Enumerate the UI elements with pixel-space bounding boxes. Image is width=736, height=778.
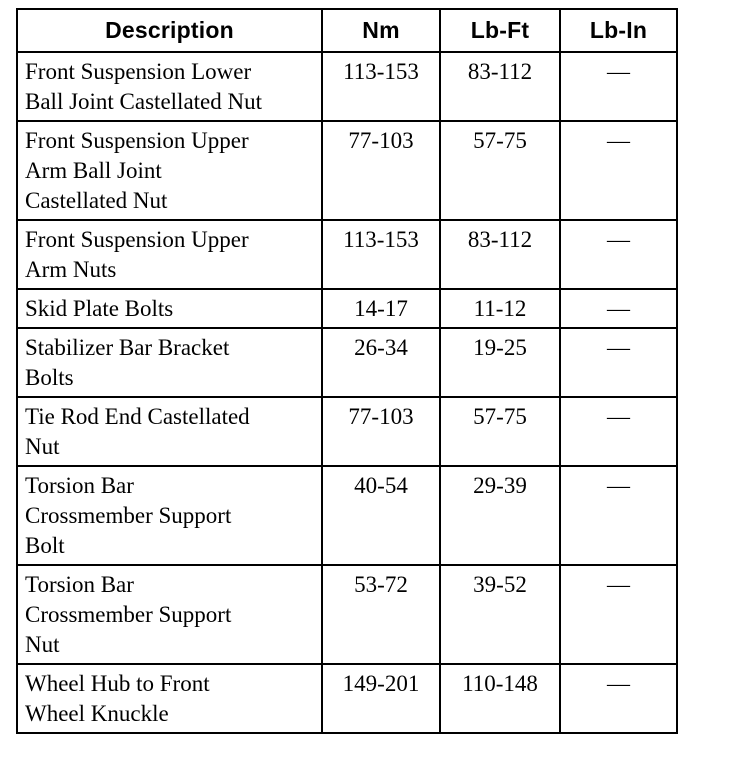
table-body [17, 52, 677, 733]
table-row [17, 52, 677, 121]
cell-lb-ft: 57-75 [440, 121, 560, 220]
cell-lb-in: — [560, 664, 677, 733]
cell-description: Wheel Hub to Front Wheel Knuckle [17, 664, 322, 733]
cell-nm: 77-103 [322, 397, 440, 466]
cell-lb-in: — [560, 52, 677, 121]
cell-nm: 113-153 [322, 220, 440, 289]
table-row [17, 565, 677, 664]
cell-nm: 14-17 [322, 289, 440, 328]
cell-description: Tie Rod End Castellated Nut [17, 397, 322, 466]
table-row [17, 328, 677, 397]
cell-nm: 149-201 [322, 664, 440, 733]
cell-lb-ft: 83-112 [440, 220, 560, 289]
cell-nm: 77-103 [322, 121, 440, 220]
cell-description: Front Suspension Lower Ball Joint Castellated Nut [17, 52, 322, 121]
column-header-description: Description [17, 9, 322, 52]
cell-nm: 40-54 [322, 466, 440, 565]
table-row [17, 397, 677, 466]
cell-description: Skid Plate Bolts [17, 289, 322, 328]
table-row [17, 220, 677, 289]
column-header-nm: Nm [322, 9, 440, 52]
cell-lb-ft: 39-52 [440, 565, 560, 664]
cell-description: Front Suspension Upper Arm Nuts [17, 220, 322, 289]
cell-nm: 113-153 [322, 52, 440, 121]
table-row [17, 121, 677, 220]
header-row [17, 9, 677, 52]
cell-lb-ft: 57-75 [440, 397, 560, 466]
cell-lb-ft: 11-12 [440, 289, 560, 328]
column-header-lb-ft: Lb-Ft [440, 9, 560, 52]
cell-lb-in: — [560, 397, 677, 466]
cell-description: Stabilizer Bar Bracket Bolts [17, 328, 322, 397]
cell-lb-ft: 110-148 [440, 664, 560, 733]
column-header-lb-in: Lb-In [560, 9, 677, 52]
cell-lb-in: — [560, 328, 677, 397]
cell-nm: 53-72 [322, 565, 440, 664]
table-header [17, 9, 677, 52]
cell-description: Front Suspension Upper Arm Ball Joint Castellated Nut [17, 121, 322, 220]
cell-lb-ft: 29-39 [440, 466, 560, 565]
cell-lb-in: — [560, 466, 677, 565]
cell-lb-in: — [560, 565, 677, 664]
cell-lb-ft: 83-112 [440, 52, 560, 121]
cell-lb-in: — [560, 121, 677, 220]
table-row [17, 466, 677, 565]
table-row [17, 289, 677, 328]
cell-description: Torsion Bar Crossmember Support Nut [17, 565, 322, 664]
cell-lb-ft: 19-25 [440, 328, 560, 397]
table-row [17, 664, 677, 733]
cell-nm: 26-34 [322, 328, 440, 397]
cell-lb-in: — [560, 289, 677, 328]
cell-description: Torsion Bar Crossmember Support Bolt [17, 466, 322, 565]
cell-lb-in: — [560, 220, 677, 289]
torque-spec-table [16, 8, 678, 734]
